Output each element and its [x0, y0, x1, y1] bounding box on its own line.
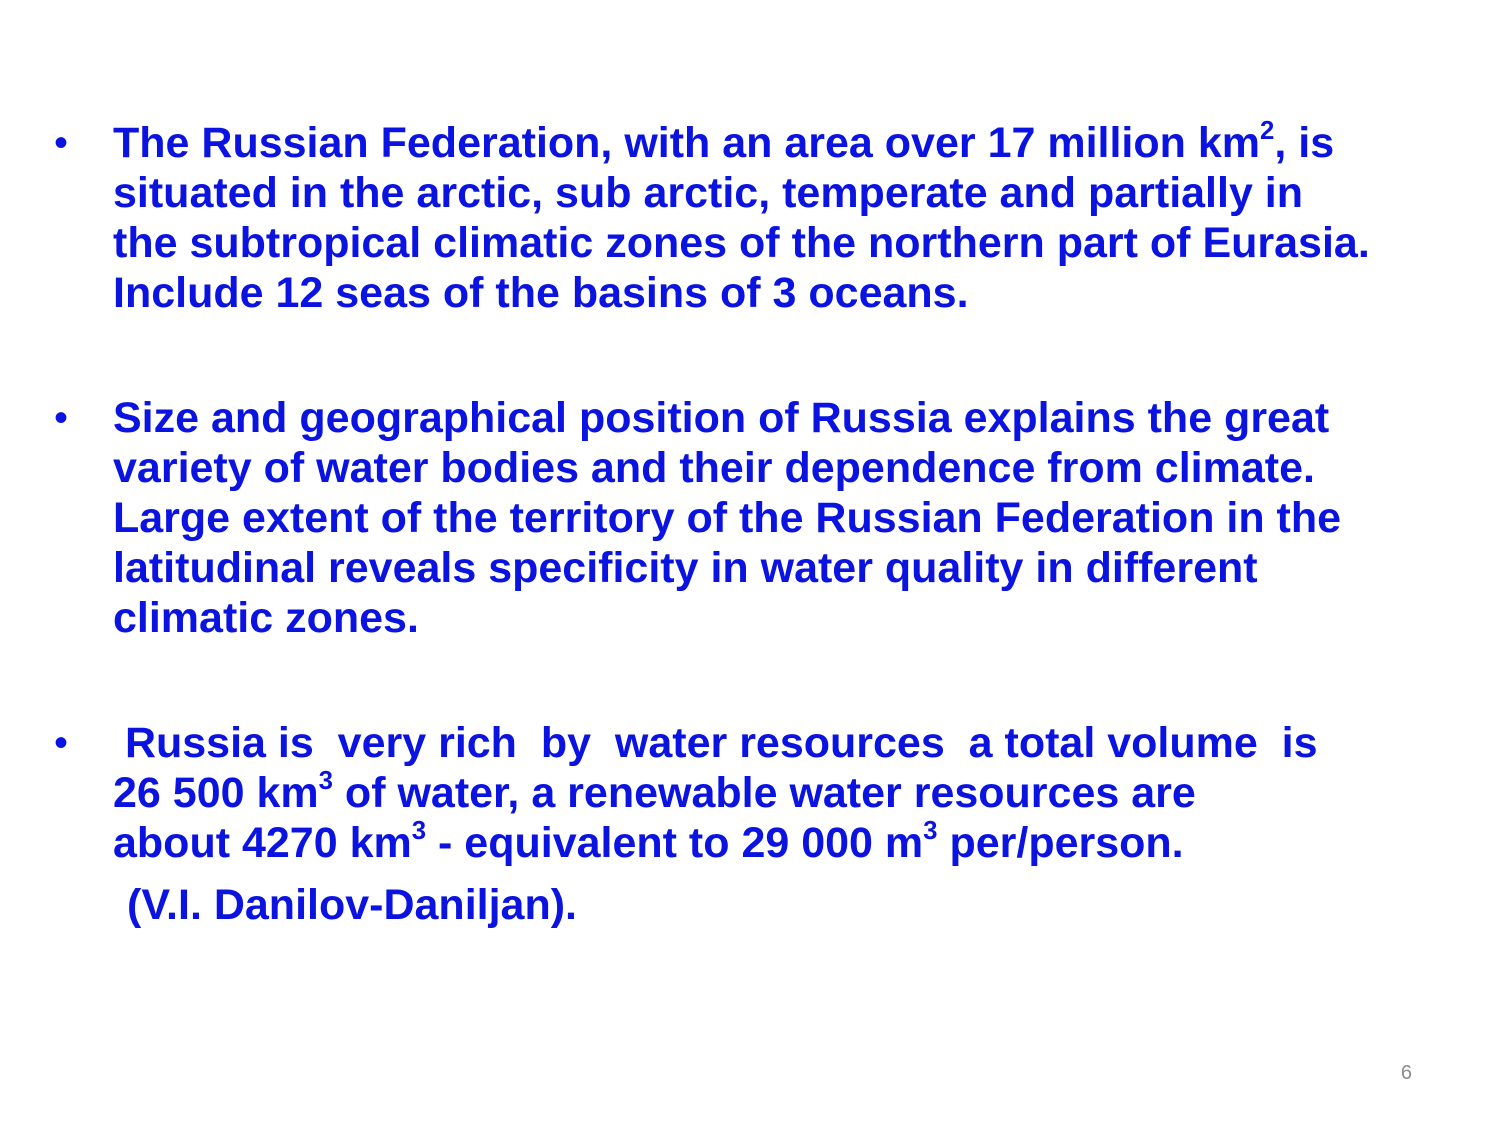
text-line: latitudinal reveals specificity in water quality in different: [113, 544, 1258, 592]
text-line: about 4270 $km^3$ - equivalent to 29 000 $m^3$ per/person.: [113, 816, 1184, 867]
text-line: Large extent of the territory of the Russian Federation in the: [113, 494, 1342, 542]
text-line: climatic zones.: [113, 594, 419, 642]
bullet-text: [113, 118, 1444, 318]
bullet-icon: •: [54, 396, 69, 440]
text-line: The Russian Federation, with an area over 17 million $km^2$, is: [113, 116, 1335, 167]
superscript: 3: [923, 816, 938, 845]
citation: (V.I. Danilov-Daniljan).: [127, 881, 577, 929]
text-line: Size and geographical position of Russia explains the great: [113, 394, 1330, 442]
bullet-item-area: [54, 118, 1444, 318]
superscript: 2: [1260, 116, 1275, 145]
bullet-item-water-resources: [54, 718, 1444, 868]
text-line: situated in the arctic, sub arctic, temperate and partially in: [113, 169, 1304, 217]
text-line: 26 500 $km^3$ of water, a renewable water resources are: [113, 766, 1196, 817]
text-line: variety of water bodies and their dependence from climate.: [113, 444, 1315, 492]
page-number: 6: [1400, 1062, 1412, 1084]
bullet-icon: •: [54, 121, 69, 165]
bullet-text: [113, 393, 1444, 643]
bullet-item-geography: [54, 393, 1444, 643]
text-line: the subtropical climatic zones of the northern part of Eurasia.: [113, 219, 1370, 267]
text-line: Russia is very rich by water resources a total volume is: [113, 719, 1318, 767]
bullet-text: [113, 718, 1444, 868]
superscript: 3: [411, 816, 427, 845]
superscript: 3: [318, 766, 333, 795]
text-line: Include 12 seas of the basins of 3 oceans.: [113, 269, 969, 317]
bullet-icon: •: [54, 721, 69, 765]
